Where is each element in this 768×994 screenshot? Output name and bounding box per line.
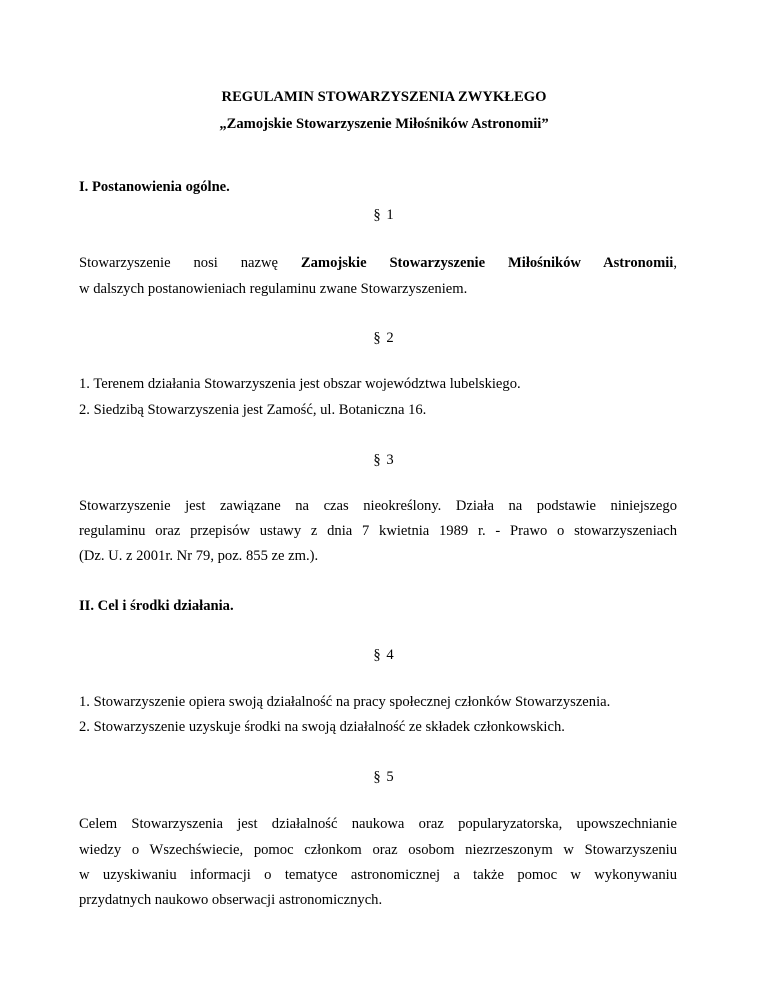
chapter-heading-2: II. Cel i środki działania. bbox=[79, 598, 234, 614]
document-title: REGULAMIN STOWARZYSZENIA ZWYKŁEGO bbox=[221, 89, 547, 105]
document-subtitle: „Zamojskie Stowarzyszenie Miłośników Astronomii” bbox=[219, 116, 549, 132]
section-2-item-1: 1. Terenem działania Stowarzyszenia jest obszar województwa lubelskiego. bbox=[79, 376, 521, 392]
section-mark-2: § 2 bbox=[373, 330, 395, 346]
chapter-heading-1: I. Postanowienia ogólne. bbox=[79, 179, 230, 195]
section-3-line-3: (Dz. U. z 2001r. Nr 79, poz. 855 ze zm.). bbox=[79, 548, 319, 564]
section-1-line-2: w dalszych postanowieniach regulaminu zwane Stowarzyszeniem. bbox=[79, 281, 468, 297]
section-4-item-2: 2. Stowarzyszenie uzyskuje środki na swoją działalność ze składek członkowskich. bbox=[79, 719, 565, 735]
section-1-line-1 bbox=[79, 256, 677, 271]
section-5-line-3: w uzyskiwaniu informacji o tematyce astronomicznej a także pomoc w wykonywaniu bbox=[79, 867, 677, 883]
association-name: Zamojskie Stowarzyszenie Miłośników Astronomii bbox=[300, 255, 674, 271]
section-mark-5: § 5 bbox=[373, 769, 395, 785]
section-5-line-2: wiedzy o Wszechświecie, pomoc członkom oraz osobom niezrzeszonym w Stowarzyszeniu bbox=[79, 842, 677, 858]
section-mark-3: § 3 bbox=[373, 452, 395, 468]
section-4-item-1: 1. Stowarzyszenie opiera swoją działalność na pracy społecznej członków Stowarzyszenia. bbox=[79, 694, 611, 710]
section-5-line-1: Celem Stowarzyszenia jest działalność naukowa oraz popularyzatorska, upowszechnianie bbox=[79, 816, 677, 832]
section-3-line-1: Stowarzyszenie jest zawiązane na czas nieokreślony. Działa na podstawie niniejszego bbox=[79, 498, 677, 514]
section-mark-4: § 4 bbox=[373, 647, 395, 663]
section-mark-1: § 1 bbox=[373, 207, 395, 223]
section-3-line-2: regulaminu oraz przepisów ustawy z dnia 7 kwietnia 1989 r. - Prawo o stowarzyszeniach bbox=[79, 523, 677, 539]
section-5-line-4: przydatnych naukowo obserwacji astronomicznych. bbox=[79, 892, 383, 908]
section-1-text-pre: Stowarzyszenie nosi nazwę bbox=[79, 255, 301, 271]
section-2-item-2: 2. Siedzibą Stowarzyszenia jest Zamość, ul. Botaniczna 16. bbox=[79, 402, 427, 418]
section-1-text-post: , bbox=[673, 255, 677, 271]
